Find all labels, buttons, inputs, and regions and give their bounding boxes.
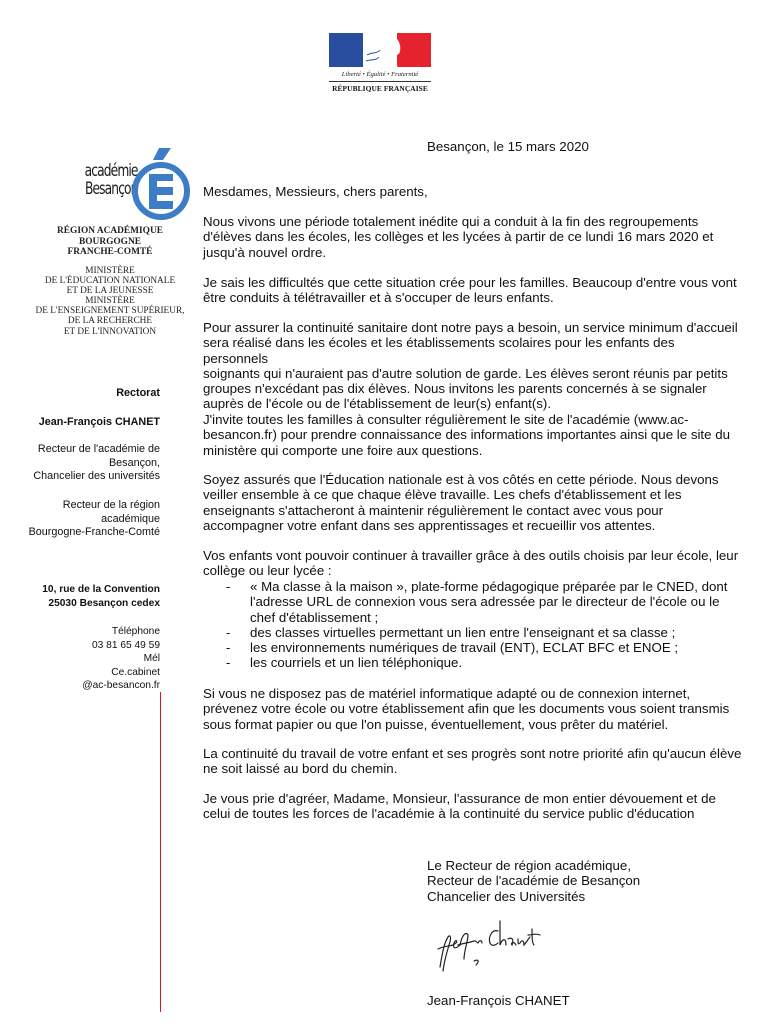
text-line: Je sais les difficultés que cette situation crée pour les familles. Beaucoup d'entre vous vont xyxy=(203,275,737,290)
text-line: ne soit laissé au bord du chemin. xyxy=(203,761,398,777)
sender-title-line: Bourgogne-Franche-Comté xyxy=(28,526,160,538)
text-line: La continuité du travail de votre enfant et ses progrès sont notre priorité afin qu'aucun élève xyxy=(203,746,742,761)
closing-titles xyxy=(427,858,640,904)
closing-title-line: Le Recteur de région académique, xyxy=(427,858,632,873)
region-line: RÉGION ACADÉMIQUE xyxy=(57,226,163,236)
ministry-line: ET DE LA JEUNESSE xyxy=(66,286,154,297)
text-line: accompagner votre enfant dans ses apprentissages et recueillir vos attentes. xyxy=(203,517,656,533)
paragraph-5 xyxy=(203,472,743,533)
text-line: les courriels et un lien téléphonique. xyxy=(250,655,463,671)
list-item xyxy=(203,625,743,640)
sender-title-1 xyxy=(33,443,160,484)
ministry-education-label xyxy=(30,266,190,297)
text-line: groupes n'excédant pas dix élèves. Nous invitons les parents concernés à se signaler xyxy=(203,381,707,397)
bullet-dash: - xyxy=(226,640,231,656)
handwritten-signature-icon xyxy=(434,915,559,975)
sender-name: Jean-François CHANET xyxy=(38,416,160,428)
paragraph-7 xyxy=(203,686,743,732)
place-date: Besançon, le 15 mars 2020 xyxy=(427,139,589,154)
salutation: Mesdames, Messieurs, chers parents, xyxy=(203,184,428,199)
text-line: prévenez votre école ou votre établissement afin que les documents vous soient transmis xyxy=(203,701,730,717)
sender-title-2 xyxy=(29,499,160,540)
paragraph-1 xyxy=(203,214,743,260)
academy-e-emblem-icon xyxy=(131,148,195,224)
list-item xyxy=(203,640,743,655)
text-line: Si vous ne disposez pas de matériel informatique adapté ou de connexion internet, xyxy=(203,686,691,701)
text-line: auprès de l'école ou de l'établissement de leur(s) enfant(s). xyxy=(203,396,552,412)
republic-name: RÉPUBLIQUE FRANÇAISE xyxy=(329,81,431,93)
text-line: enseignants s'attacheront à maintenir régulièrement le contact avec vous pour xyxy=(203,502,664,518)
text-line: soignants qui n'auraient pas d'autre solution de garde. Les élèves seront réunis par petits xyxy=(203,365,728,381)
paragraph-6 xyxy=(203,548,743,579)
text-line: être conduits à télétravailler et à s'occuper de leurs enfants. xyxy=(203,290,554,306)
closing-title-line: Chancelier des Universités xyxy=(427,888,586,904)
contact-info xyxy=(82,625,160,693)
closing-title-line: Recteur de l'académie de Besançon xyxy=(427,873,641,889)
ministry-higher-education-label xyxy=(30,296,190,337)
phone-number: 03 81 65 49 59 xyxy=(92,639,160,651)
bullet-dash: - xyxy=(226,655,231,671)
region-line: FRANCHE-COMTÉ xyxy=(67,247,153,257)
signer-name: Jean-François CHANET xyxy=(427,993,570,1008)
text-line: chef d'établissement ; xyxy=(250,609,379,625)
academy-logo-line1: académie xyxy=(85,161,138,181)
sender-title-line: Recteur de l'académie de xyxy=(37,443,160,455)
margin-red-rule xyxy=(160,692,161,1012)
paragraph-8 xyxy=(203,746,743,777)
academy-logo-line2: Besançon xyxy=(85,179,138,199)
ministry-line: MINISTÈRE xyxy=(85,296,135,306)
region-line: BOURGOGNE xyxy=(79,236,141,247)
academie-besancon-logo xyxy=(75,148,195,223)
republique-francaise-logo xyxy=(329,33,431,95)
sender-title-line: académique xyxy=(101,512,160,525)
address-line: 10, rue de la Convention xyxy=(42,584,160,595)
text-line: celui de toutes les forces de l'académie à la continuité du service public d'éducation xyxy=(203,806,695,822)
text-line: des classes virtuelles permettant un lien entre l'enseignant et sa classe ; xyxy=(250,624,676,640)
ministry-line: MINISTÈRE xyxy=(85,266,135,276)
text-line: Nous vivons une période totalement inédite qui a conduit à la fin des regroupements xyxy=(203,214,699,229)
email-domain[interactable]: @ac-besancon.fr xyxy=(82,680,160,691)
text-line: collège ou leur lycée : xyxy=(203,563,332,579)
phone-label: Téléphone xyxy=(111,626,160,637)
sender-title-line: Chancelier des universités xyxy=(33,470,160,482)
text-line: ministère qui comporte une foire aux questions. xyxy=(203,442,483,458)
ministry-line: ET DE L'INNOVATION xyxy=(63,326,157,337)
text-line: veiller ensemble à ce que chaque élève travaille. Les chefs d'établissement et les xyxy=(203,487,682,503)
ministry-line: DE L'ENSEIGNEMENT SUPÉRIEUR, xyxy=(35,306,185,317)
email-label: Mél xyxy=(143,653,160,664)
list-item xyxy=(203,579,743,625)
bullet-dash: - xyxy=(226,624,231,640)
address-line: 25030 Besançon cedex xyxy=(48,597,160,609)
region-academique-label xyxy=(40,226,180,258)
paragraph-4 xyxy=(203,412,743,458)
paragraph-9 xyxy=(203,791,743,822)
postal-address xyxy=(42,583,160,610)
text-line: d'élèves dans les écoles, les collèges et les lycées à partir de ce lundi 16 mars 2020 et xyxy=(203,229,714,245)
bullet-dash: - xyxy=(226,579,231,594)
republic-motto: Liberté • Égalité • Fraternité xyxy=(341,71,419,78)
ministry-line: DE LA RECHERCHE xyxy=(67,316,153,327)
list-item xyxy=(203,655,743,670)
text-line: les environnements numériques de travail (ENT), ECLAT BFC et ENOE ; xyxy=(250,640,679,656)
text-line: sera réalisé dans les écoles et les établissements scolaires pour les enfants des personnels xyxy=(203,335,675,366)
paragraph-3 xyxy=(203,320,743,412)
text-line: Je vous prie d'agréer, Madame, Monsieur, l'assurance de mon entier dévouement et de xyxy=(203,791,716,806)
text-line: Soyez assurés que l'Éducation nationale est à vos côtés en cette période. Nous devons xyxy=(203,472,719,487)
tools-list xyxy=(203,579,743,671)
service-label: Rectorat xyxy=(116,387,160,399)
text-line: J'invite toutes les familles à consulter régulièrement le site de l'académie (www.ac- xyxy=(203,412,689,427)
text-line: sous format papier ou que l'on puisse, éventuellement, vous prêter du matériel. xyxy=(203,716,669,732)
ministry-line: DE L'ÉDUCATION NATIONALE xyxy=(44,276,176,287)
text-line: l'adresse URL de connexion vous sera adressée par le directeur de l'école ou le xyxy=(250,594,720,610)
email-user: Ce.cabinet xyxy=(111,666,160,678)
text-line: besancon.fr) pour prendre connaissance des informations importantes ainsi que le site du xyxy=(203,427,731,443)
text-line: Vos enfants vont pouvoir continuer à travailler grâce à des outils choisis par leur école, leur xyxy=(203,548,739,563)
text-line: « Ma classe à la maison », plate-forme pédagogique préparée par le CNED, dont xyxy=(250,579,728,594)
marianne-profile-icon xyxy=(363,35,401,67)
sender-title-line: Recteur de la région xyxy=(62,499,160,511)
paragraph-2 xyxy=(203,275,743,306)
text-line: jusqu'à nouvel ordre. xyxy=(203,244,327,260)
sender-title-line: Besançon, xyxy=(108,456,160,469)
text-line: Pour assurer la continuité sanitaire dont notre pays a besoin, un service minimum d'accueil xyxy=(203,320,738,335)
